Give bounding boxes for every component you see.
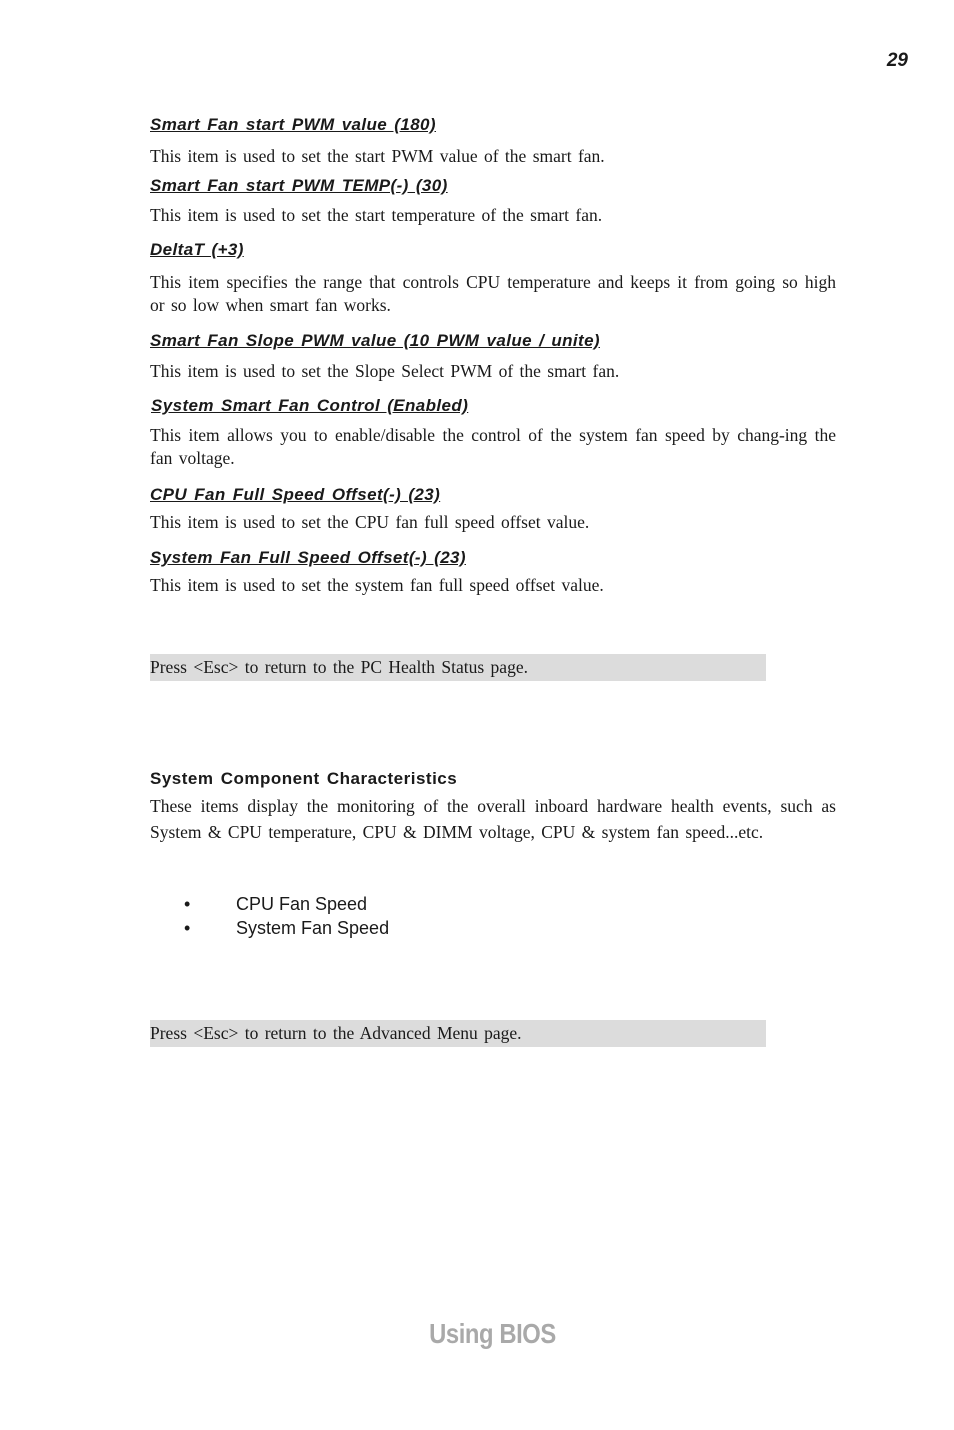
item-heading-start-pwm-temp: Smart Fan start PWM TEMP(-) (30) bbox=[150, 176, 448, 195]
item-heading-cpu-fan-offset: CPU Fan Full Speed Offset(-) (23) bbox=[150, 485, 441, 504]
esc-note-pc-health: Press <Esc> to return to the PC Health Status page. bbox=[150, 654, 766, 681]
item-text-slope-pwm: This item is used to set the Slope Select PWM of the smart fan. bbox=[150, 361, 620, 381]
item-text-system-fan-offset: This item is used to set the system fan full speed offset value. bbox=[150, 575, 604, 595]
esc-note-advanced-menu: Press <Esc> to return to the Advanced Menu page. bbox=[150, 1020, 766, 1047]
bullet-dot: • bbox=[184, 918, 191, 938]
page-number: 29 bbox=[886, 50, 908, 71]
list-item-label: System Fan Speed bbox=[236, 918, 390, 938]
item-text-deltat: This item specifies the range that controls CPU temperature and keeps it from going so high or so low when smart fan works. bbox=[150, 272, 836, 315]
section-text: These items display the monitoring of the overall inboard hardware health events, such as System & CPU temperature, CPU & DIMM voltage, CPU & system fan speed...etc. bbox=[150, 796, 836, 842]
item-heading-deltat: DeltaT (+3) bbox=[150, 240, 244, 259]
list-item bbox=[184, 916, 389, 940]
section-title: System Component Characteristics bbox=[150, 769, 458, 788]
bullet-list bbox=[184, 892, 389, 940]
item-heading-system-smart-fan-control: System Smart Fan Control (Enabled) bbox=[151, 396, 469, 415]
item-text-start-pwm-value: This item is used to set the start PWM value of the smart fan. bbox=[150, 146, 605, 166]
list-item-label: CPU Fan Speed bbox=[236, 894, 368, 914]
item-text-cpu-fan-offset: This item is used to set the CPU fan full speed offset value. bbox=[150, 512, 590, 532]
item-text-start-pwm-temp: This item is used to set the start temperature of the smart fan. bbox=[150, 205, 603, 225]
list-item bbox=[184, 892, 389, 916]
item-heading-slope-pwm: Smart Fan Slope PWM value (10 PWM value / unite) bbox=[150, 331, 600, 350]
item-heading-system-fan-offset: System Fan Full Speed Offset(-) (23) bbox=[150, 548, 466, 567]
item-heading-start-pwm-value: Smart Fan start PWM value (180) bbox=[150, 115, 436, 134]
bullet-dot: • bbox=[184, 894, 191, 914]
item-text-system-smart-fan-control: This item allows you to enable/disable the control of the system fan speed by chang-ing the fan voltage. bbox=[150, 425, 836, 468]
footer-title: Using BIOS bbox=[429, 1318, 556, 1349]
